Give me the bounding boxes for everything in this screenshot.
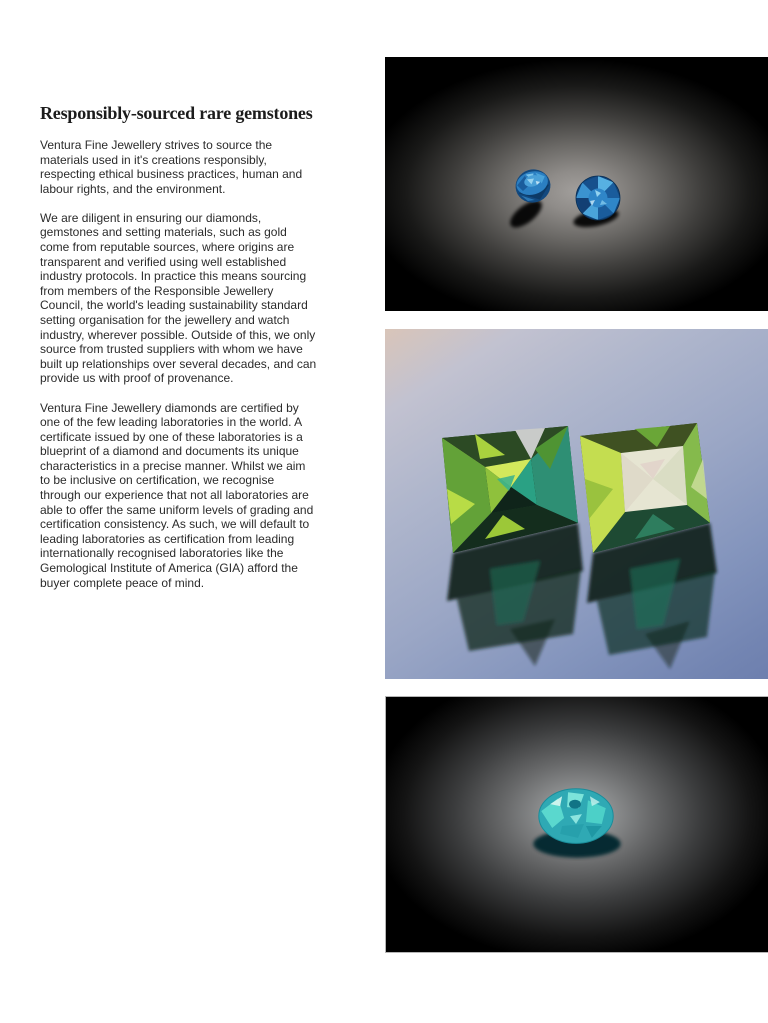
photo-green-square-gemstones [385,329,768,679]
page-title: Responsibly-sourced rare gemstones [40,103,313,123]
blue-gem-right [576,176,620,220]
photo-turquoise-oval-gemstone [385,696,768,953]
green-gems-illustration [385,329,768,679]
paragraph-sourcing-intro: Ventura Fine Jewellery strives to source the materials used in it's creations responsibly, respecting ethical business practices, human and labour rights, and the environment. [40,138,303,196]
text-column [40,101,318,605]
gem-reflections [447,523,717,669]
blue-gem-left [512,165,555,206]
turquoise-gem-illustration [386,697,768,952]
photo-blue-round-gemstones [385,57,768,311]
paragraph-diligence: We are diligent in ensuring our diamonds, gemstones and setting materials, such as gold come from reputable sources, where origins are transparent and verified using well established industry protocols. In practice this means sourcing from members of the Responsible Jewellery Council, the world's leading sustainability standard setting organisation for the jewellery and watch industry, wherever possible. Outside of this, we only source from trusted suppliers with whom we have built up relationships over several decades, and can provide us with proof of provenance. [40,210,317,386]
turquoise-gem [539,789,613,844]
paragraph-certification: Ventura Fine Jewellery diamonds are certified by one of the few leading laboratories in the world. A certificate issued by one of these laboratories is a blueprint of a diamond and documents its unique characteristics in a precise manner. Whilst we aim to be inclusive on certification, we recognise through our experience that not all laboratories are able to offer the same uniform levels of grading and certification consistency. As such, we will default to leading laboratories as certification from leading internationally recognised laboratories like the Gemological Institute of America (GIA) afford the buyer complete peace of mind. [40,400,314,590]
blue-gems-illustration [385,57,768,311]
